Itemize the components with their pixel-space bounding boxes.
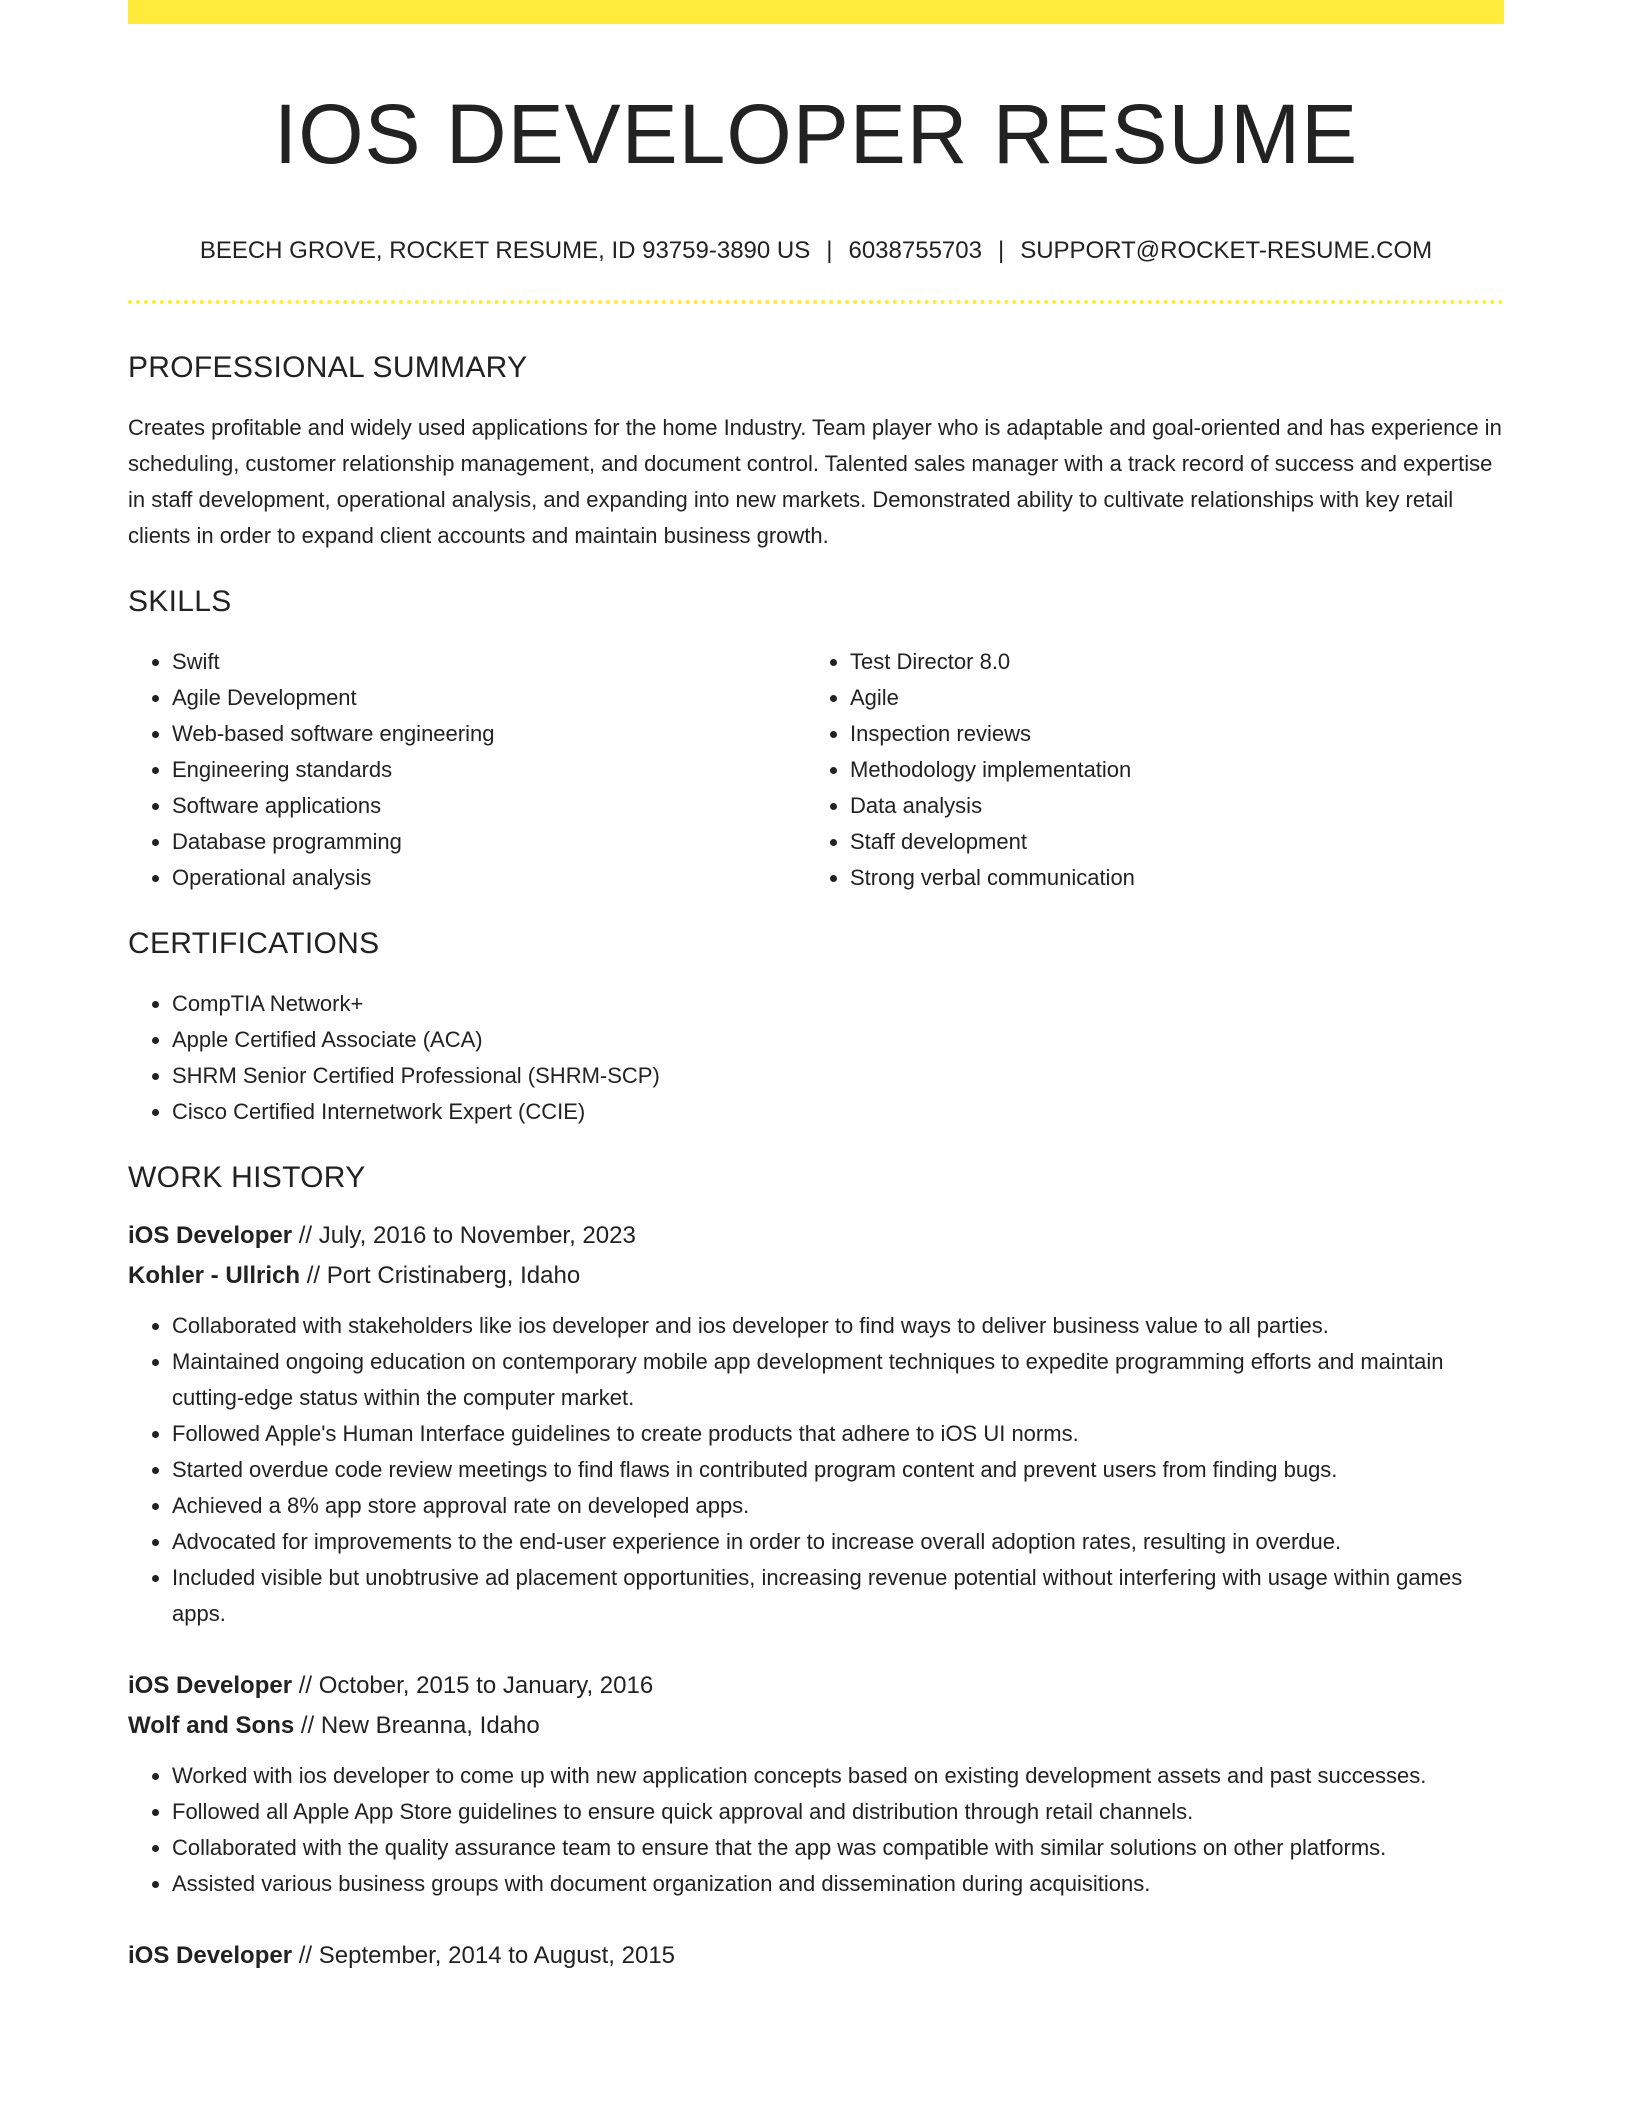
skill-item: • Database programming <box>172 824 806 860</box>
contact-separator: | <box>997 237 1005 264</box>
accent-top-bar <box>128 0 1504 24</box>
skill-item: • Strong verbal communication <box>850 860 1484 896</box>
certification-item: • Cisco Certified Internetwork Expert (CCIE) <box>172 1094 1504 1130</box>
certification-item: • SHRM Senior Certified Professional (SHRM-SCP) <box>172 1058 1504 1094</box>
dotted-divider <box>128 300 1504 304</box>
job-bullet: • Maintained ongoing education on contemporary mobile app development techniques to expedite programming efforts and maintain cutting-edge status within the computer market. <box>172 1344 1504 1416</box>
job-title-line <box>128 1936 1504 1976</box>
skills-columns <box>128 644 1504 896</box>
job-bullet: • Assisted various business groups with document organization and dissemination during acquisitions. <box>172 1866 1504 1902</box>
contact-address: BEECH GROVE, ROCKET RESUME, ID 93759-3890 US <box>199 237 811 264</box>
section-heading-summary: PROFESSIONAL SUMMARY <box>128 351 528 384</box>
job-bullet: • Collaborated with stakeholders like ios developer and ios developer to find ways to deliver business value to all parties. <box>172 1308 1504 1344</box>
section-heading-work-history: WORK HISTORY <box>128 1161 366 1194</box>
contact-separator: | <box>826 237 833 264</box>
job-role: iOS Developer <box>128 1942 293 1969</box>
skill-item: • Agile Development <box>172 680 806 716</box>
job-bullet: • Worked with ios developer to come up with new application concepts based on existing development assets and past successes. <box>172 1758 1504 1794</box>
job-dates: // September, 2014 to August, 2015 <box>292 1942 676 1969</box>
job-entry <box>128 1666 1504 1902</box>
job-title-line <box>128 1216 1504 1256</box>
contact-email: SUPPORT@ROCKET-RESUME.COM <box>1020 237 1433 264</box>
job-bullet: • Advocated for improvements to the end-user experience in order to increase overall adoption rates, resulting in overdue. <box>172 1524 1504 1560</box>
job-title-line <box>128 1666 1504 1706</box>
job-company: Wolf and Sons <box>128 1712 295 1739</box>
job-bullet: • Started overdue code review meetings to find flaws in contributed program content and prevent users from finding bugs. <box>172 1452 1504 1488</box>
job-bullet: • Followed all Apple App Store guidelines to ensure quick approval and distribution through retail channels. <box>172 1794 1504 1830</box>
job-entry <box>128 1936 1504 1976</box>
section-heading-skills: SKILLS <box>128 585 232 618</box>
skill-item: • Engineering standards <box>172 752 806 788</box>
skill-item: • Agile <box>850 680 1484 716</box>
job-location: // New Breanna, Idaho <box>294 1712 540 1739</box>
summary-text: Creates profitable and widely used applications for the home Industry. Team player who is adaptable and goal-oriented and has experience in scheduling, customer relationship management, and document control. Talented sales manager with a track record of success and expertise in staff development, operational analysis, and expanding into new markets. Demonstrated ability to cultivate relationships with key retail clients in order to expand client accounts and maintain business growth. <box>128 415 1502 548</box>
skill-item: • Methodology implementation <box>850 752 1484 788</box>
job-bullets <box>128 1758 1504 1902</box>
resume-page <box>128 0 1504 2112</box>
job-entry <box>128 1216 1504 1632</box>
job-bullet: • Collaborated with the quality assurance team to ensure that the app was compatible with similar solutions on other platforms. <box>172 1830 1504 1866</box>
skill-item: • Test Director 8.0 <box>850 644 1484 680</box>
certification-item: • CompTIA Network+ <box>172 986 1504 1022</box>
job-role: iOS Developer <box>128 1222 293 1249</box>
skill-item: • Data analysis <box>850 788 1484 824</box>
skills-list-left <box>128 644 806 896</box>
job-dates: // October, 2015 to January, 2016 <box>292 1672 654 1699</box>
skill-item: • Operational analysis <box>172 860 806 896</box>
job-bullet: • Achieved a 8% app store approval rate on developed apps. <box>172 1488 1504 1524</box>
job-company-line <box>128 1256 1504 1296</box>
skill-item: • Web-based software engineering <box>172 716 806 752</box>
page-title: IOS DEVELOPER RESUME <box>273 87 1359 181</box>
certification-item: • Apple Certified Associate (ACA) <box>172 1022 1504 1058</box>
job-company: Kohler - Ullrich <box>128 1262 301 1289</box>
certifications-list <box>128 986 1504 1130</box>
skill-item: • Swift <box>172 644 806 680</box>
section-heading-certifications: CERTIFICATIONS <box>128 927 380 960</box>
job-dates: // July, 2016 to November, 2023 <box>292 1222 636 1249</box>
job-bullet: • Followed Apple's Human Interface guidelines to create products that adhere to iOS UI norms. <box>172 1416 1504 1452</box>
job-location: // Port Cristinaberg, Idaho <box>300 1262 581 1289</box>
job-bullets <box>128 1308 1504 1632</box>
contact-line <box>128 234 1504 268</box>
skills-list-right <box>806 644 1484 896</box>
job-bullet: • Included visible but unobtrusive ad placement opportunities, increasing revenue potential without interfering with usage within games apps. <box>172 1560 1504 1632</box>
skill-item: • Software applications <box>172 788 806 824</box>
skill-item: • Staff development <box>850 824 1484 860</box>
job-role: iOS Developer <box>128 1672 293 1699</box>
job-company-line <box>128 1706 1504 1746</box>
skill-item: • Inspection reviews <box>850 716 1484 752</box>
contact-phone: 6038755703 <box>848 237 982 264</box>
